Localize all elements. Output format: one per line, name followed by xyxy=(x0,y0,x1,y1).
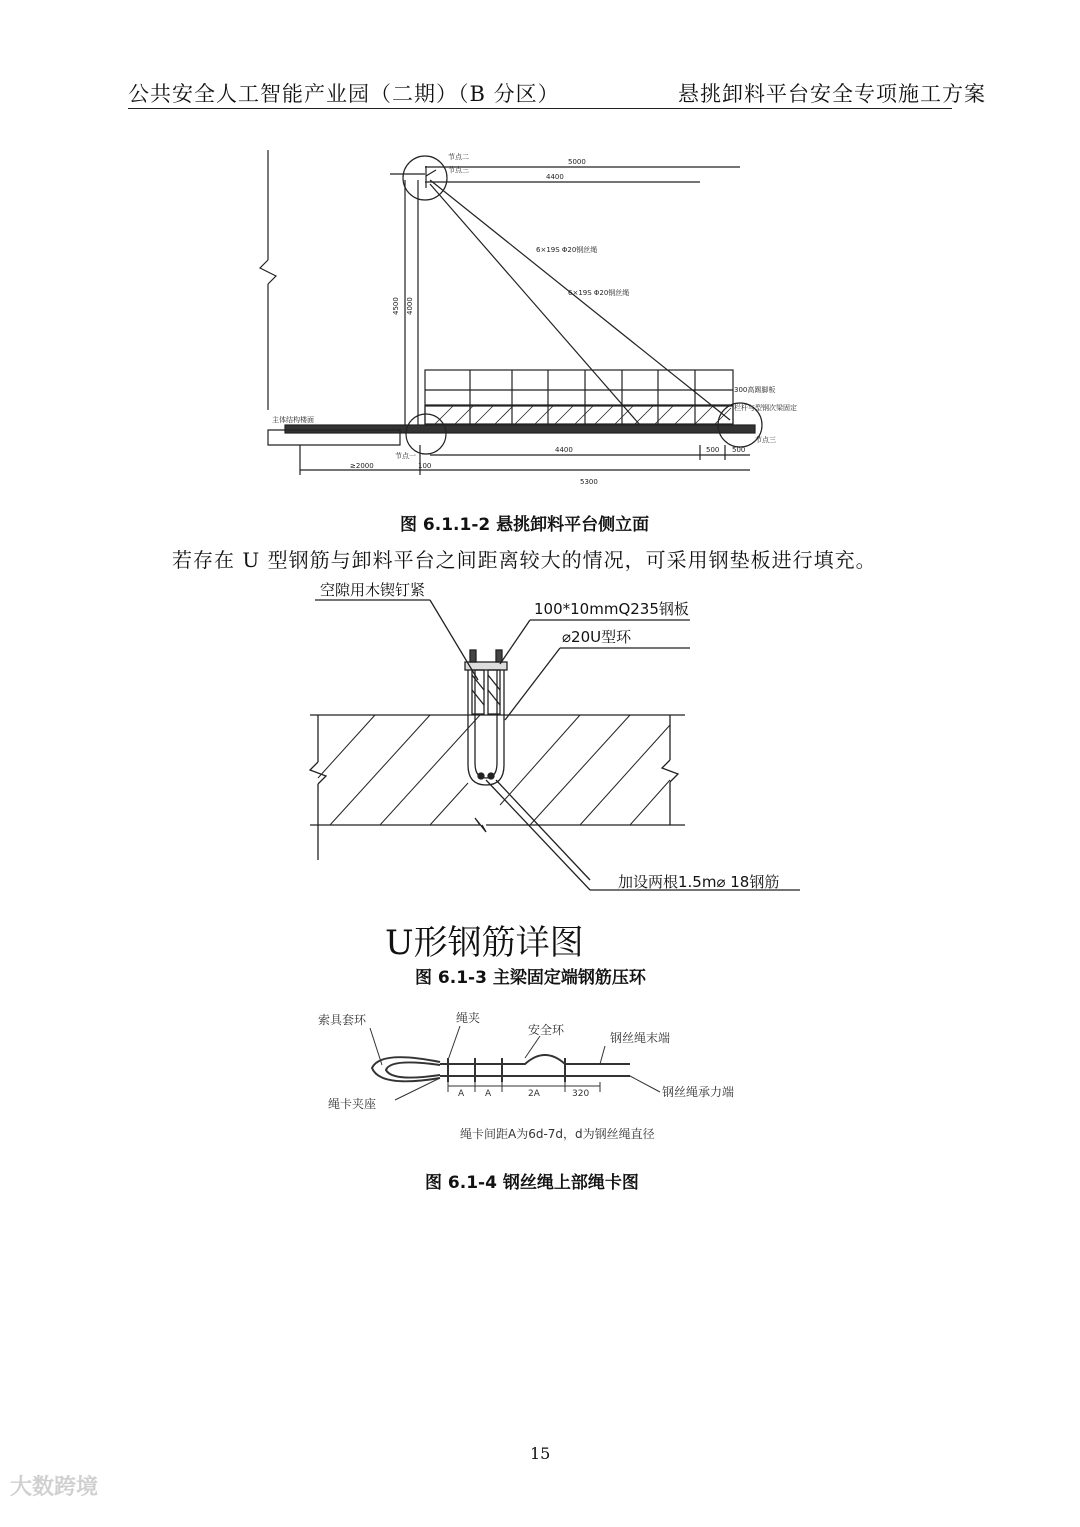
u-ring-detail-drawing xyxy=(300,580,820,900)
dim-4400-bottom: 4400 xyxy=(555,446,573,454)
dim-100: 100 xyxy=(418,462,432,470)
label-rope1: 6×19S Φ20钢丝绳 xyxy=(536,246,598,254)
figure3-caption: 图 6.1-4 钢丝绳上部绳卡图 xyxy=(425,1173,639,1193)
label-wedge: 空隙用木锲钉紧 xyxy=(320,581,426,599)
figure2-caption: 图 6.1-3 主梁固定端钢筋压环 xyxy=(415,968,646,988)
watermark-logo: 大数跨境 xyxy=(10,1475,99,1500)
label-clip: 绳夹 xyxy=(456,1011,481,1025)
page-number: 15 xyxy=(530,1444,551,1463)
label-seat: 绳卡夹座 xyxy=(328,1097,377,1111)
label-node2: 节点二 xyxy=(448,153,469,161)
dim-a1: A xyxy=(458,1089,465,1099)
label-rope2: 6×19S Φ20钢丝绳 xyxy=(568,289,630,297)
dim-4400-top: 4400 xyxy=(546,173,564,181)
dim-4000: 4000 xyxy=(406,297,414,315)
label-floor: 主体结构楼面 xyxy=(272,416,314,424)
label-thimble: 索具套环 xyxy=(318,1013,367,1027)
label-bars: 加设两根1.5m⌀ 18钢筋 xyxy=(618,873,780,891)
label-node3a: 节点三 xyxy=(448,166,469,174)
dim-320: 320 xyxy=(572,1089,590,1099)
label-safety: 安全环 xyxy=(528,1023,565,1037)
dim-2000: ≥2000 xyxy=(350,462,374,470)
dim-5300: 5300 xyxy=(580,478,598,486)
dim-2a: 2A xyxy=(528,1089,540,1099)
rope-clip-drawing xyxy=(300,1000,780,1150)
header-divider xyxy=(128,108,952,109)
paragraph: 若存在 U 型钢筋与卸料平台之间距离较大的情况，可采用钢垫板进行填充。 xyxy=(172,548,877,572)
clip-spacing-note: 绳卡间距A为6d-7d，d为钢丝绳直径 xyxy=(460,1127,655,1141)
dim-500-a: 500 xyxy=(706,446,720,454)
label-uring: ⌀20U型环 xyxy=(562,628,632,646)
label-plate: 100*10mmQ235钢板 xyxy=(534,600,689,618)
figure1-caption: 图 6.1.1-2 悬挑卸料平台侧立面 xyxy=(400,515,650,535)
dim-a2: A xyxy=(485,1089,492,1099)
platform-elevation-drawing xyxy=(250,140,797,490)
label-rope-end: 钢丝绳末端 xyxy=(610,1031,671,1045)
u-detail-title: U形钢筋详图 xyxy=(385,923,584,963)
label-load: 钢丝绳承力端 xyxy=(662,1085,735,1099)
dim-4500: 4500 xyxy=(392,297,400,315)
header-left: 公共安全人工智能产业园（二期）（B 分区） xyxy=(128,82,560,106)
label-toeboard: 300高踢脚板 xyxy=(734,386,776,394)
header-right: 悬挑卸料平台安全专项施工方案 xyxy=(678,82,986,106)
label-node1: 节点一 xyxy=(395,452,416,460)
dim-500-b: 500 xyxy=(732,446,746,454)
label-rail: 栏杆与型钢次梁固定 xyxy=(734,404,797,412)
dim-5000: 5000 xyxy=(568,158,586,166)
label-node3b: 节点三 xyxy=(755,436,776,444)
